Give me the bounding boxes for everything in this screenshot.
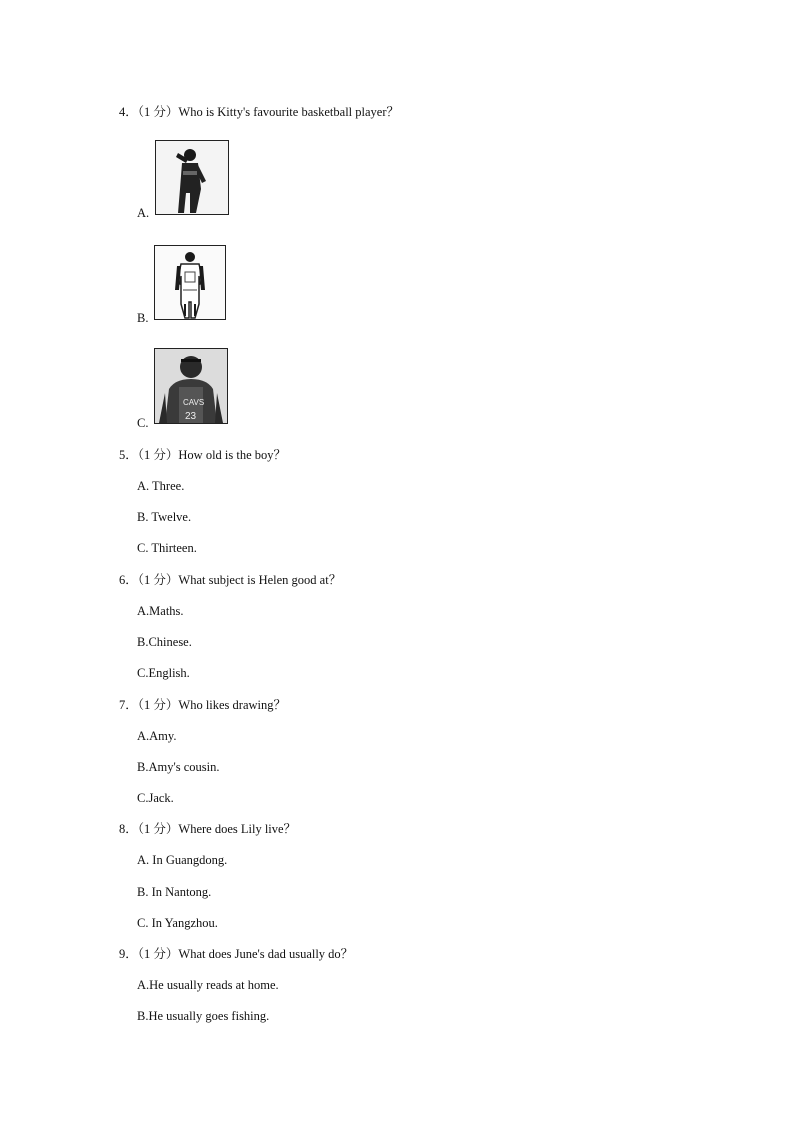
- option-c: C. Thirteen.: [137, 541, 197, 555]
- option-b-label: B.: [137, 311, 149, 325]
- question-number: 9．（1 分）: [119, 947, 179, 961]
- option-b: B.He usually goes fishing.: [137, 1009, 270, 1023]
- question-text: What does June's dad usually do？: [178, 947, 354, 961]
- question-number: 7．（1 分）: [119, 698, 179, 712]
- question-text: How old is the boy？: [178, 448, 287, 462]
- question-9: [119, 946, 353, 962]
- svg-text:23: 23: [185, 411, 197, 422]
- option-a: A.Maths.: [137, 604, 184, 618]
- option-a: A. In Guangdong.: [137, 853, 228, 867]
- option-b: B. In Nantong.: [137, 885, 212, 899]
- option-c-image: [154, 348, 228, 424]
- question-number: 8．（1 分）: [119, 822, 179, 836]
- option-a-label: A.: [137, 206, 150, 220]
- question-text: Who likes drawing？: [178, 698, 287, 712]
- question-7: [119, 697, 286, 713]
- question-text: What subject is Helen good at？: [178, 573, 342, 587]
- question-text: Where does Lily live？: [178, 822, 297, 836]
- option-c: C. In Yangzhou.: [137, 916, 218, 930]
- question-5: [119, 447, 286, 463]
- question-6: [119, 572, 341, 588]
- option-a: A.He usually reads at home.: [137, 978, 279, 992]
- option-a-image: [155, 140, 229, 215]
- question-number: 5．（1 分）: [119, 448, 179, 462]
- option-c: C.English.: [137, 666, 190, 680]
- option-b: B.Chinese.: [137, 635, 192, 649]
- option-a: A.Amy.: [137, 729, 177, 743]
- option-b: B.Amy's cousin.: [137, 760, 220, 774]
- question-number: 4．（1 分）: [119, 105, 179, 119]
- option-a: A. Three.: [137, 479, 185, 493]
- option-c: C.Jack.: [137, 791, 174, 805]
- option-b-image: [154, 245, 226, 320]
- svg-text:CAVS: CAVS: [183, 398, 205, 407]
- question-8: [119, 821, 296, 837]
- question-text: Who is Kitty's favourite basketball player？: [178, 105, 399, 119]
- option-c-label: C.: [137, 416, 149, 430]
- option-b: B. Twelve.: [137, 510, 192, 524]
- question-number: 6．（1 分）: [119, 573, 179, 587]
- question-4: [119, 104, 399, 120]
